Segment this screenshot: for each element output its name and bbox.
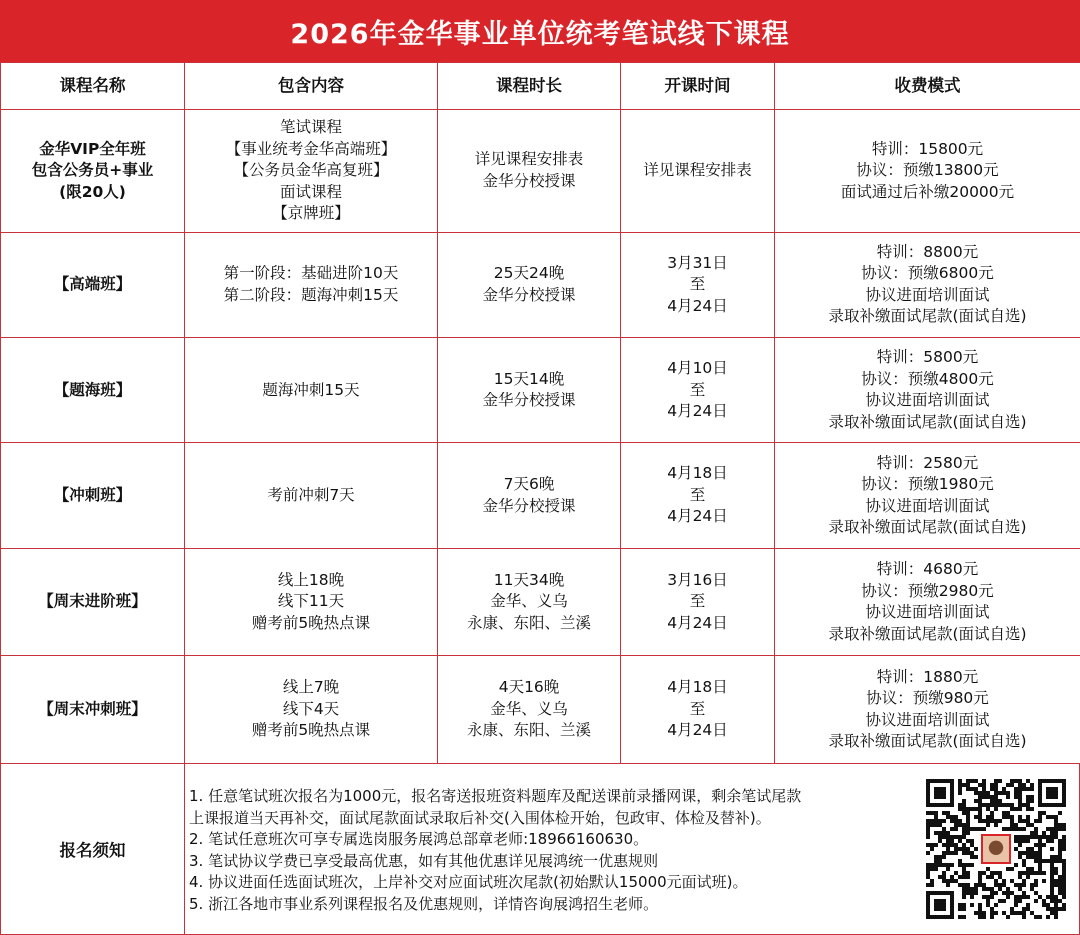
course-name-cell — [1, 656, 185, 764]
course-fee-line: 特训：8800元 — [876, 242, 979, 261]
course-duration-line: 详见课程安排表 — [474, 150, 584, 169]
column-header-start: 开课时间 — [621, 63, 775, 110]
qr-code-icon — [926, 779, 1066, 919]
course-fee-line: 特训：15800元 — [871, 139, 984, 158]
course-fee-line: 协议：预缴2980元 — [861, 581, 994, 600]
course-duration-line: 永康、东阳、兰溪 — [466, 721, 591, 740]
table-row — [1, 548, 1080, 655]
course-content-cell — [185, 443, 438, 548]
course-duration-line: 25天24晚 — [493, 264, 565, 283]
course-duration-cell — [438, 338, 621, 443]
notice-label: 报名须知 — [1, 764, 185, 934]
course-fee-cell — [775, 443, 1080, 548]
course-start-cell — [621, 110, 775, 233]
course-start-line: 4月18日 — [667, 678, 728, 697]
course-name-cell — [1, 110, 185, 233]
course-name-line: 【冲刺班】 — [53, 485, 132, 504]
course-duration-cell — [438, 110, 621, 233]
course-fee-line: 特训：4680元 — [876, 560, 979, 579]
course-start-line: 4月24日 — [667, 402, 728, 420]
page-title: 2026年金华事业单位统考笔试线下课程 — [0, 0, 1080, 62]
table-row — [1, 338, 1080, 443]
course-name-line: (限20人) — [59, 182, 126, 201]
course-content-line: 题海冲刺15天 — [262, 380, 360, 399]
column-header-name: 课程名称 — [1, 63, 185, 110]
course-start-line: 3月31日 — [667, 253, 728, 272]
course-duration-cell — [438, 443, 621, 548]
course-fee-line: 录取补缴面试尾款(面试自选) — [828, 732, 1027, 751]
course-fee-line: 协议：预缴980元 — [866, 689, 989, 708]
column-header-fee: 收费模式 — [775, 63, 1080, 110]
course-content-line: 笔试课程 — [279, 118, 342, 137]
course-start-cell — [621, 656, 775, 764]
course-content-line: 线下4天 — [282, 699, 340, 718]
course-fee-line: 协议：预缴1980元 — [861, 475, 994, 494]
table-row — [1, 656, 1080, 764]
course-fee-cell — [775, 548, 1080, 655]
course-duration-cell — [438, 656, 621, 764]
course-content-cell — [185, 110, 438, 233]
course-name-line: 【高端班】 — [53, 275, 132, 294]
course-start-line: 至 — [689, 699, 706, 718]
course-start-line: 4月18日 — [667, 464, 728, 483]
course-fee-cell — [775, 110, 1080, 233]
table-row — [1, 110, 1080, 233]
course-content-line: 线上7晚 — [282, 678, 340, 697]
notice-line: 3. 笔试协议学费已享受最高优惠，如有其他优惠详见展鸿统一优惠规则 — [189, 851, 659, 870]
course-content-cell — [185, 548, 438, 655]
course-table — [0, 62, 1080, 764]
course-content-cell — [185, 656, 438, 764]
course-duration-line: 7天6晚 — [503, 475, 555, 494]
course-content-line: 第二阶段：题海冲刺15天 — [223, 285, 399, 304]
course-name-line: 包含公务员+事业 — [31, 161, 154, 180]
course-start-line: 4月24日 — [667, 507, 728, 526]
course-fee-line: 协议：预缴4800元 — [861, 369, 994, 388]
course-content-cell — [185, 338, 438, 443]
column-header-duration: 课程时长 — [438, 63, 621, 110]
course-fee-line: 协议进面培训面试 — [865, 603, 990, 622]
course-duration-cell — [438, 232, 621, 337]
course-fee-line: 协议进面培训面试 — [865, 391, 990, 410]
course-fee-line: 协议进面培训面试 — [865, 710, 990, 729]
course-duration-line: 金华、义乌 — [490, 699, 568, 718]
course-duration-line: 金华分校授课 — [482, 391, 576, 410]
course-fee-line: 录取补缴面试尾款(面试自选) — [828, 624, 1027, 643]
course-fee-line: 特训：1880元 — [876, 667, 979, 686]
course-name-cell — [1, 338, 185, 443]
notice-line: 4. 协议进面任选面试班次，上岸补交对应面试班次尾款(初始默认15000元面试班)。 — [189, 873, 748, 891]
notice-line: 1. 任意笔试班次报名为1000元，报名寄送报班资料题库及配送课前录播网课，剩余笔试尾款 — [189, 787, 802, 805]
course-content-line: 【公务员金华高复班】 — [233, 161, 389, 180]
course-start-line: 3月16日 — [667, 570, 728, 589]
notice-line: 上课报道当天再补交，面试尾款面试录取后补交(入围体检开始，包政审、体检及替补)。 — [189, 808, 771, 827]
course-start-line: 4月24日 — [667, 296, 728, 315]
course-start-line: 至 — [689, 275, 706, 294]
course-content-line: 赠考前5晚热点课 — [251, 721, 371, 740]
course-fee-line: 协议进面培训面试 — [865, 496, 990, 515]
notice-line: 5. 浙江各地市事业系列课程报名及优惠规则，详情咨询展鸿招生老师。 — [189, 894, 659, 913]
course-fee-cell — [775, 232, 1080, 337]
notice-line: 2. 笔试任意班次可享专属选岗服务展鸿总部章老师:18966160630。 — [189, 830, 649, 848]
course-duration-line: 15天14晚 — [493, 369, 565, 388]
course-fee-line: 特训：2580元 — [876, 453, 979, 472]
course-content-line: 考前冲刺7天 — [267, 485, 355, 504]
course-start-line: 4月10日 — [667, 359, 728, 377]
course-content-line: 赠考前5晚热点课 — [251, 613, 371, 632]
course-fee-cell — [775, 656, 1080, 764]
course-fee-line: 录取补缴面试尾款(面试自选) — [828, 307, 1027, 326]
course-duration-line: 4天16晚 — [498, 678, 560, 697]
course-start-line: 4月24日 — [667, 721, 728, 740]
course-content-line: 【事业统考金华高端班】 — [225, 139, 397, 158]
course-fee-line: 面试通过后补缴20000元 — [840, 182, 1015, 201]
course-start-cell — [621, 232, 775, 337]
course-content-line: 线下11天 — [277, 592, 345, 611]
course-start-cell — [621, 443, 775, 548]
course-name-cell — [1, 232, 185, 337]
course-content-line: 第一阶段：基础进阶10天 — [223, 264, 399, 283]
course-content-line: 线上18晚 — [277, 570, 345, 589]
course-name-line: 【周末冲刺班】 — [38, 699, 147, 718]
course-content-cell — [185, 232, 438, 337]
course-start-line: 详见课程安排表 — [643, 161, 752, 180]
course-duration-line: 11天34晚 — [493, 570, 565, 589]
notice-body — [189, 786, 909, 915]
course-fee-line: 协议进面培训面试 — [865, 285, 990, 304]
course-fee-line: 录取补缴面试尾款(面试自选) — [828, 412, 1027, 431]
course-content-line: 【京牌班】 — [272, 204, 350, 223]
course-start-line: 至 — [689, 592, 706, 611]
table-row — [1, 443, 1080, 548]
registration-notice — [0, 764, 1080, 935]
course-start-line: 至 — [689, 485, 706, 504]
course-name-cell — [1, 443, 185, 548]
course-name-cell — [1, 548, 185, 655]
course-duration-line: 金华分校授课 — [482, 496, 576, 515]
course-duration-line: 金华分校授课 — [482, 171, 576, 190]
course-start-line: 4月24日 — [667, 613, 728, 632]
course-start-line: 至 — [689, 380, 706, 399]
column-header-content: 包含内容 — [185, 63, 438, 110]
course-start-cell — [621, 338, 775, 443]
course-duration-line: 金华、义乌 — [490, 592, 568, 611]
table-row — [1, 232, 1080, 337]
course-content-line: 面试课程 — [279, 182, 342, 201]
course-name-line: 【题海班】 — [53, 380, 132, 399]
course-fee-line: 协议：预缴6800元 — [861, 264, 994, 283]
course-name-line: 【周末进阶班】 — [38, 592, 147, 611]
course-duration-line: 金华分校授课 — [482, 285, 576, 304]
table-header-row — [1, 63, 1080, 110]
course-fee-line: 录取补缴面试尾款(面试自选) — [828, 518, 1027, 537]
course-start-cell — [621, 548, 775, 655]
course-name-line: 金华VIP全年班 — [39, 139, 146, 158]
course-duration-line: 永康、东阳、兰溪 — [466, 613, 591, 632]
course-fee-cell — [775, 338, 1080, 443]
course-fee-line: 协议：预缴13800元 — [856, 161, 999, 180]
course-fee-line: 特训：5800元 — [876, 348, 979, 367]
course-duration-cell — [438, 548, 621, 655]
